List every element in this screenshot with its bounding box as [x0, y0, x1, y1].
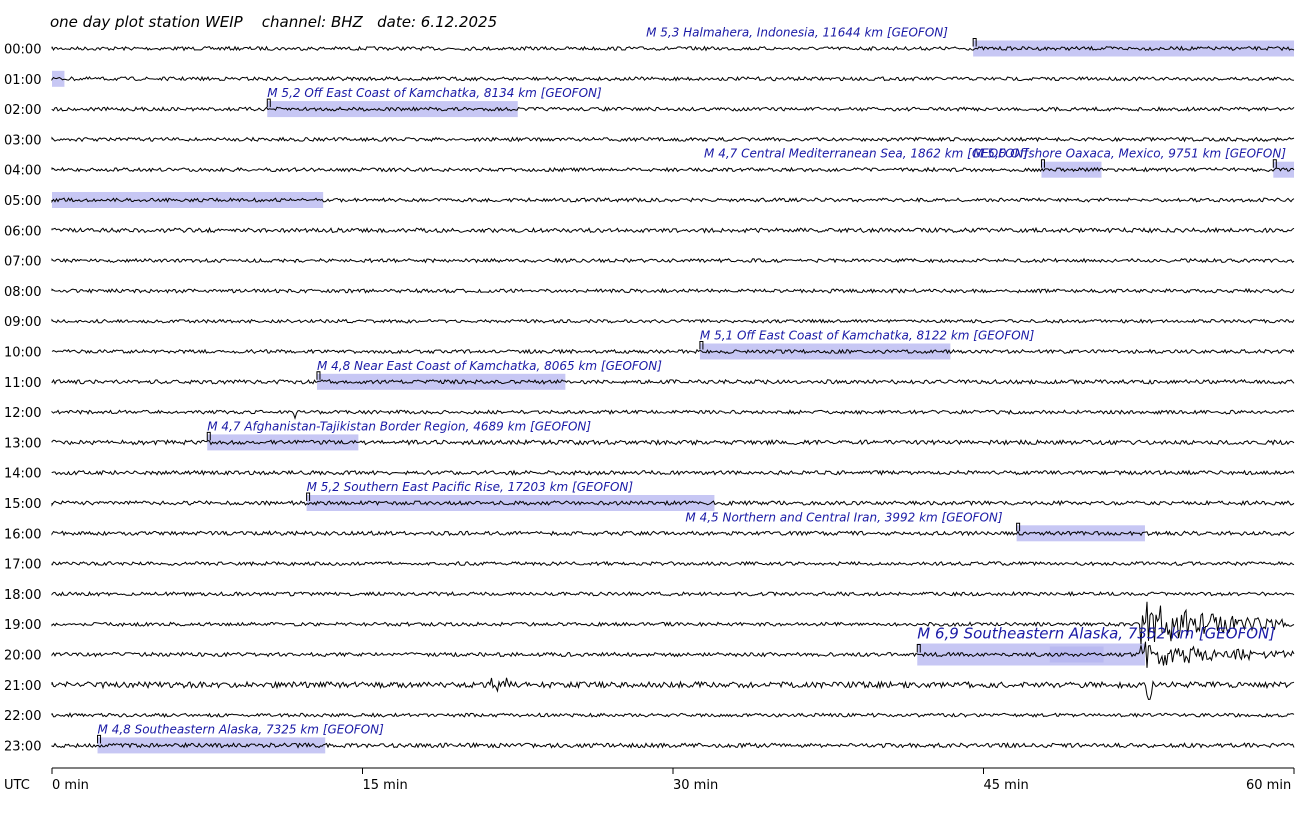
event-band [52, 71, 64, 87]
hour-label: 02:00 [4, 103, 42, 119]
event-label: M 4,7 Afghanistan-Tajikistan Border Region, 4689 km [GEOFON] [207, 419, 592, 434]
trace-line [52, 713, 1294, 717]
event-label: M 4,5 Northern and Central Iran, 3992 km [GEOFON] [685, 510, 1003, 525]
hour-label: 04:00 [4, 163, 42, 179]
hour-label: 20:00 [4, 648, 42, 664]
trace-line [52, 228, 1294, 232]
trace-line [52, 320, 1294, 323]
event-label: M 5,2 Southern East Pacific Rise, 17203 km [GEOFON] [306, 480, 634, 494]
event-label: M 5,1 Off East Coast of Kamchatka, 8122 km [GEOFON] [699, 328, 1035, 343]
event-label: M 5,0 Offshore Oaxaca, Mexico, 9751 km [GEOFON] [973, 146, 1287, 161]
hour-label: 05:00 [4, 194, 42, 209]
hour-label: 09:00 [4, 315, 42, 331]
page-title: one day plot station WEIP channel: BHZ date: 6.12.2025 [50, 13, 498, 31]
hour-label: 22:00 [4, 709, 42, 725]
event-band [267, 101, 517, 117]
hour-label: 16:00 [4, 527, 42, 543]
event-label: M 4,8 Southeastern Alaska, 7325 km [GEOFON] [97, 722, 384, 737]
trace-line [52, 592, 1294, 596]
trace-line [52, 289, 1294, 293]
x-axis-title: UTC [4, 778, 30, 793]
x-tick-label: 30 min [673, 778, 719, 793]
trace-line [52, 471, 1294, 475]
hour-label: 18:00 [4, 587, 42, 603]
trace-line [52, 380, 1294, 384]
hour-label: 12:00 [4, 406, 42, 422]
trace-line [52, 107, 1294, 111]
hour-label: 19:00 [4, 618, 42, 634]
hour-label: 01:00 [4, 72, 42, 88]
hour-label: 03:00 [4, 133, 42, 149]
hour-label: 08:00 [4, 284, 42, 300]
hour-label: 17:00 [4, 557, 42, 573]
x-axis [4, 768, 1294, 793]
x-tick-label: 15 min [362, 778, 408, 793]
trace-line [52, 168, 1294, 172]
event-label: M 5,2 Off East Coast of Kamchatka, 8134 km [GEOFON] [267, 86, 602, 101]
hour-label: 15:00 [4, 497, 42, 512]
trace-line [52, 259, 1294, 263]
hour-labels [4, 43, 41, 755]
trace-line [52, 678, 1294, 700]
hour-label: 14:00 [4, 466, 42, 482]
event-label: M 4,7 Central Mediterranean Sea, 1862 km [GEOFON] [704, 146, 1029, 161]
trace-line [52, 410, 1294, 418]
hour-label: 06:00 [4, 224, 42, 240]
trace-line [52, 350, 1294, 354]
trace-line [52, 77, 1294, 81]
hour-label: 13:00 [4, 436, 42, 452]
hour-label: 21:00 [4, 678, 42, 694]
hour-label: 07:00 [4, 254, 42, 270]
x-tick-label: 45 min [983, 778, 1029, 793]
event-label: M 4,8 Near East Coast of Kamchatka, 8065 km [GEOFON] [316, 358, 662, 373]
hour-label: 00:00 [4, 42, 42, 58]
event-label: M 6,9 Southeastern Alaska, 7352 km [GEOFON] [917, 624, 1276, 643]
hour-label: 23:00 [4, 739, 42, 755]
x-tick-label: 60 min [1246, 778, 1292, 793]
hour-label: 11:00 [4, 375, 42, 391]
trace-line [52, 562, 1294, 566]
event-label: M 5,3 Halmahera, Indonesia, 11644 km [GEOFON] [646, 25, 948, 40]
event-labels [98, 26, 1287, 744]
hour-label: 10:00 [4, 345, 42, 361]
x-tick-label: 0 min [52, 778, 89, 793]
trace-line [52, 138, 1294, 142]
